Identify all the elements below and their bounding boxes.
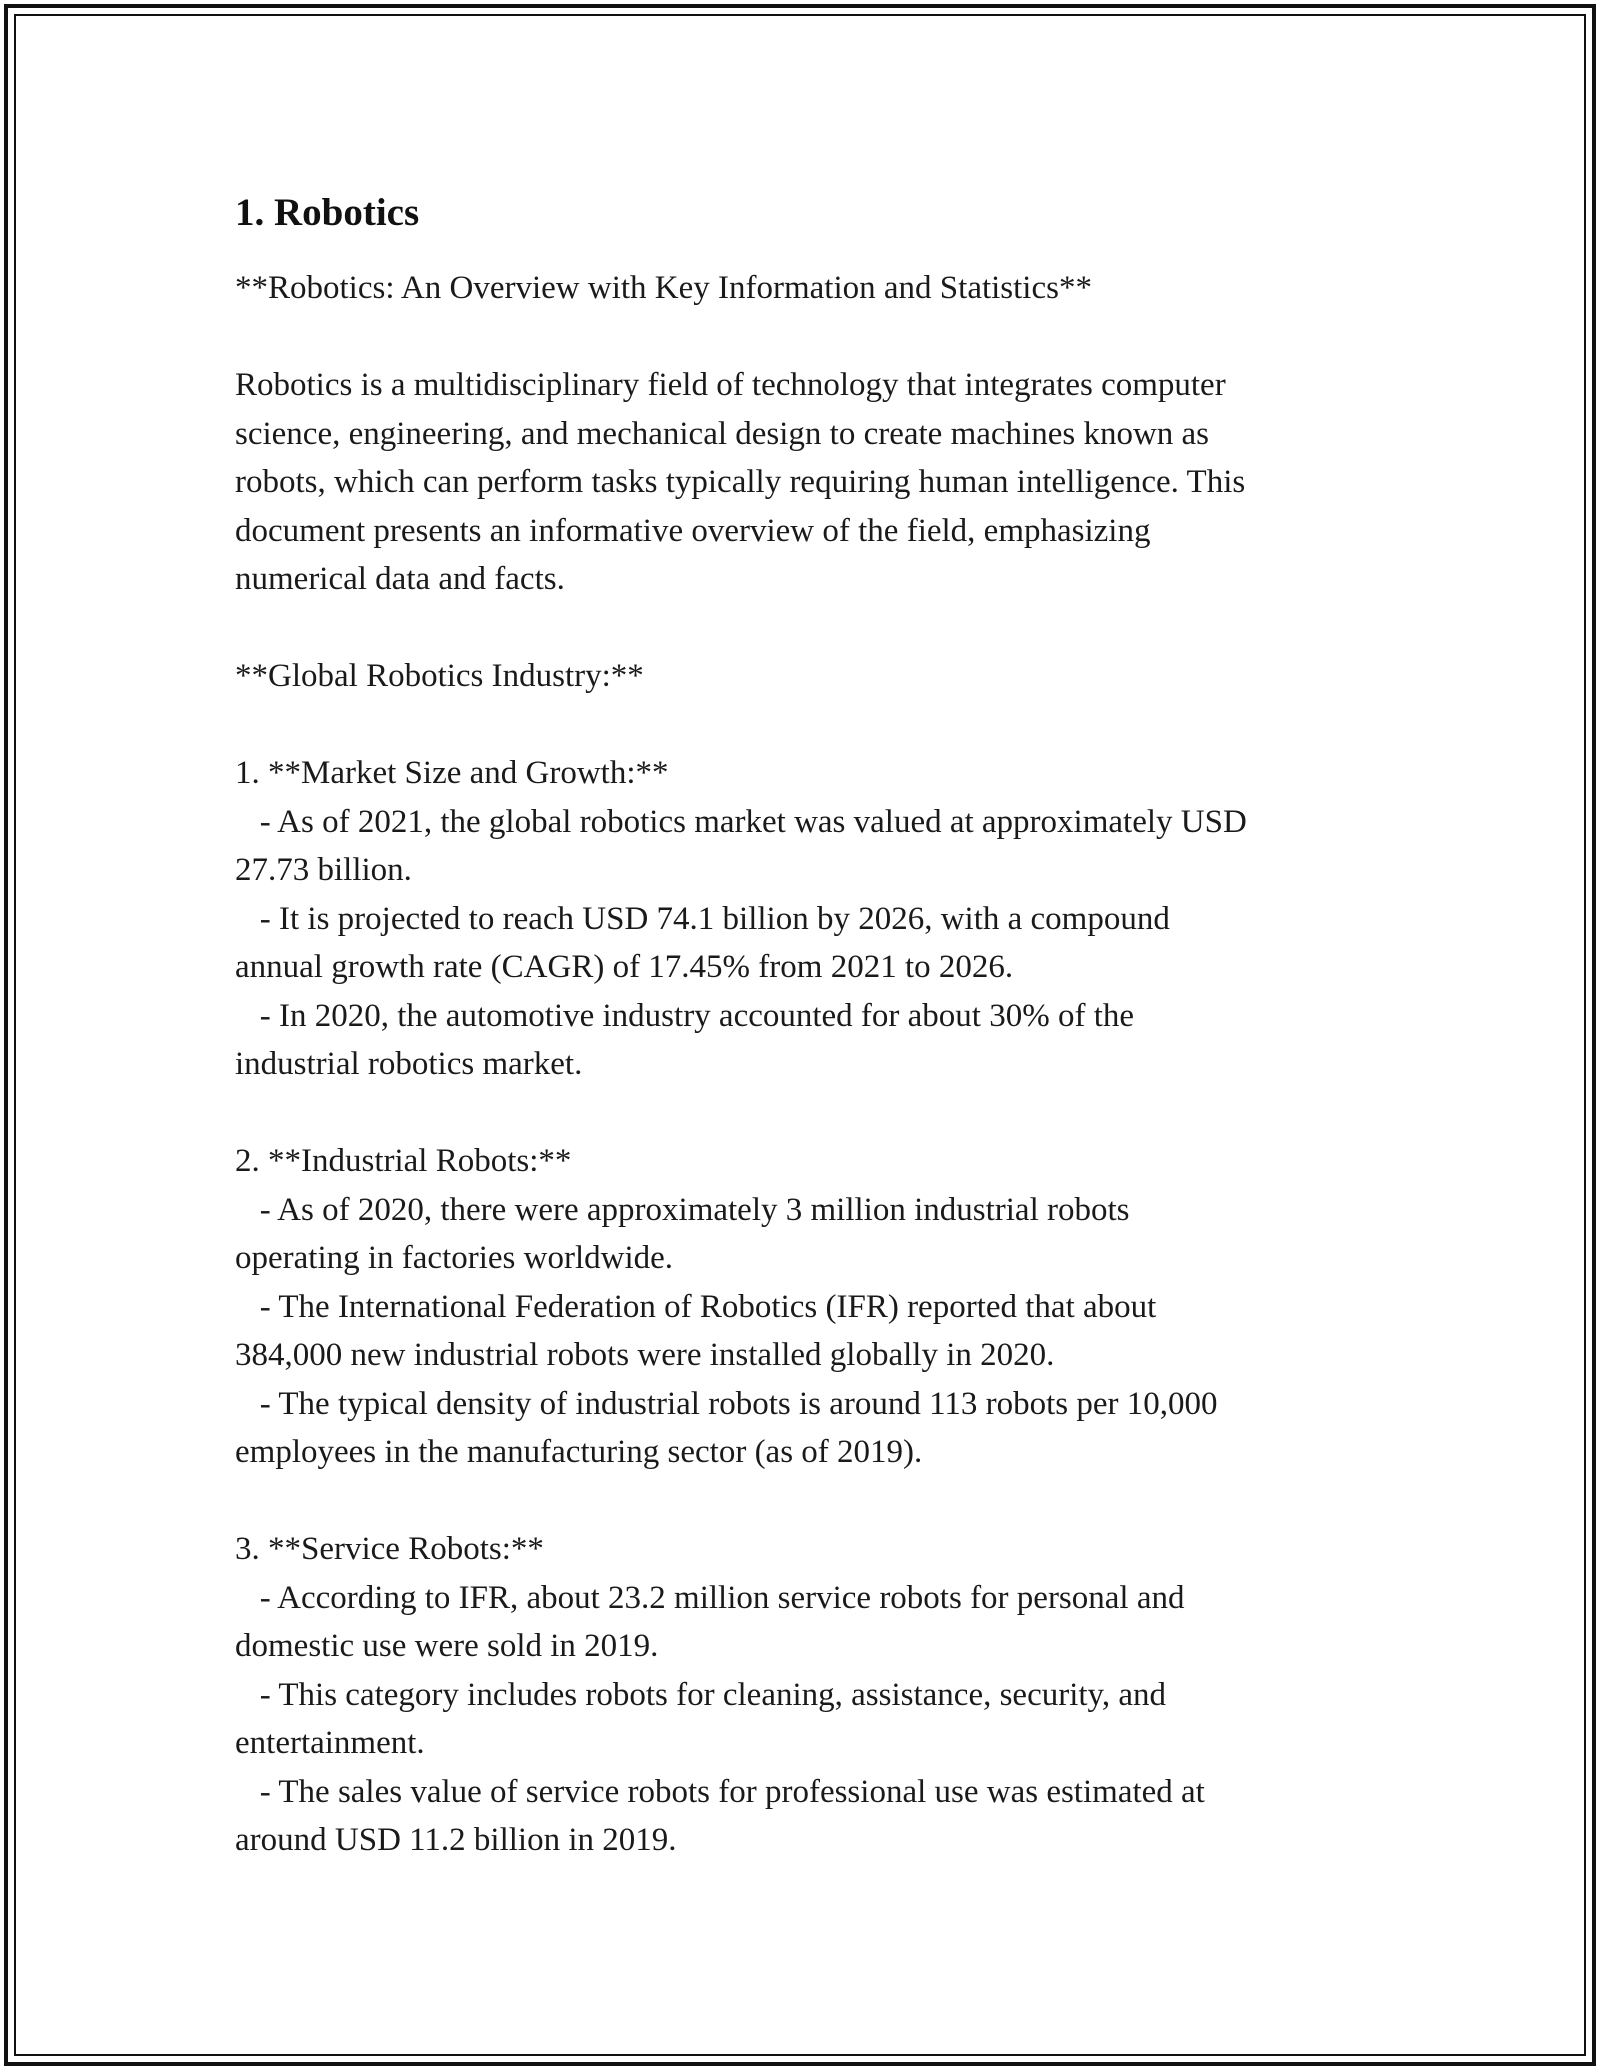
section-title: 2. **Industrial Robots:** [235,1143,572,1179]
section-line: domestic use were sold in 2019. [235,1628,659,1664]
paragraph-spacer [235,604,1375,653]
document-body [235,188,1375,1865]
section-industrial-robots [235,1137,1375,1477]
section-line: - The sales value of service robots for professional use was estimated at [235,1773,1205,1810]
section-line: - The typical density of industrial robots is around 113 robots per 10,000 [235,1385,1218,1422]
section-line: - According to IFR, about 23.2 million service robots for personal and [235,1579,1185,1616]
intro-line: science, engineering, and mechanical design to create machines known as [235,415,1210,452]
intro-line: robots, which can perform tasks typically requiring human intelligence. This [235,464,1246,500]
section-line: - As of 2021, the global robotics market was valued at approximately USD [235,803,1247,840]
paragraph-spacer [235,1477,1375,1526]
section-line: - This category includes robots for cleaning, assistance, security, and [235,1676,1167,1713]
page-title: 1. Robotics [235,191,420,234]
section-market-size [235,749,1375,1089]
intro-line: numerical data and facts. [235,561,565,597]
section-line: annual growth rate (CAGR) of 17.45% from 2021 to 2026. [235,949,1014,985]
section-line: 384,000 new industrial robots were installed globally in 2020. [235,1337,1055,1373]
intro-line: document presents an informative overview of the field, emphasizing [235,512,1151,549]
document-subtitle: **Robotics: An Overview with Key Information and Statistics** [235,270,1092,306]
section-line: employees in the manufacturing sector (as of 2019). [235,1434,923,1470]
section-line: operating in factories worldwide. [235,1240,674,1276]
section-line: - It is projected to reach USD 74.1 billion by 2026, with a compound [235,900,1170,937]
section-line: 27.73 billion. [235,852,412,888]
industry-heading: **Global Robotics Industry:** [235,658,644,694]
paragraph-spacer [235,701,1375,750]
intro-line: Robotics is a multidisciplinary field of technology that integrates computer [235,367,1226,403]
section-line: entertainment. [235,1725,425,1761]
paragraph-spacer [235,313,1375,362]
section-line: - In 2020, the automotive industry accounted for about 30% of the [235,997,1135,1034]
section-line: - The International Federation of Robotics (IFR) reported that about [235,1288,1157,1325]
section-service-robots [235,1525,1375,1865]
section-title: 3. **Service Robots:** [235,1531,544,1567]
section-title: 1. **Market Size and Growth:** [235,755,669,791]
paragraph-spacer [235,1089,1375,1138]
intro-paragraph [235,361,1375,604]
section-line: around USD 11.2 billion in 2019. [235,1822,677,1858]
section-line: industrial robotics market. [235,1046,583,1082]
section-line: - As of 2020, there were approximately 3 million industrial robots [235,1191,1130,1228]
